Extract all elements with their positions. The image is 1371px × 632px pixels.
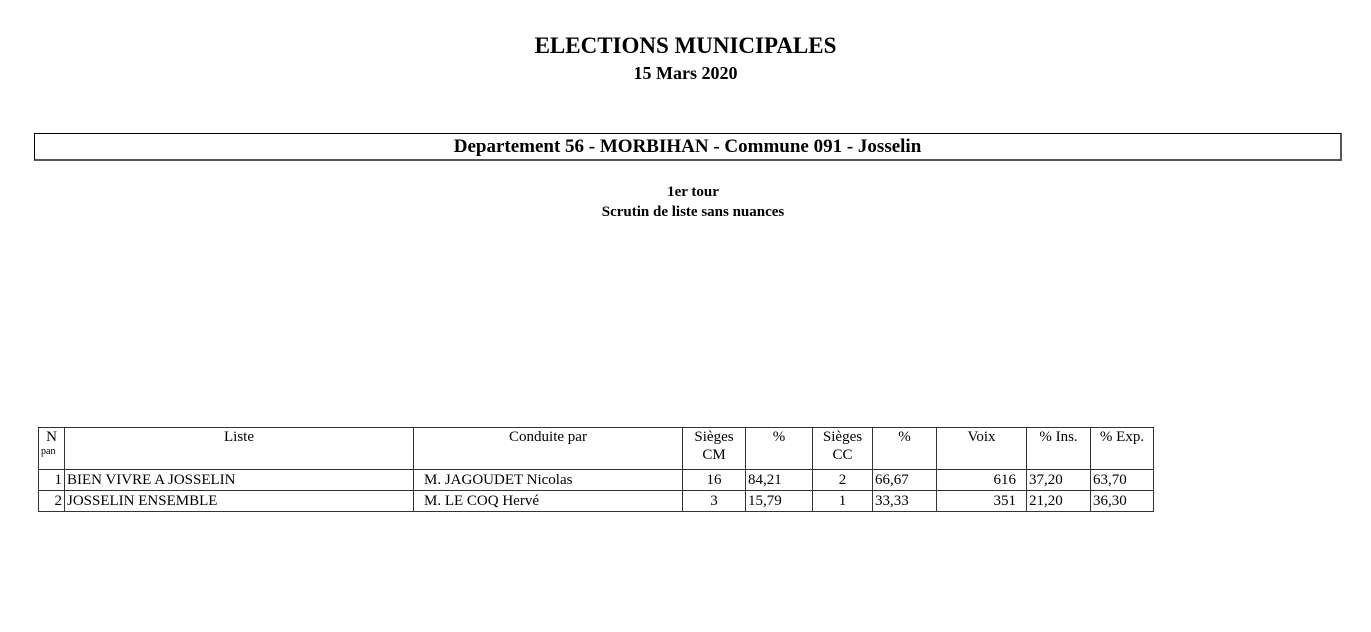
- header-pct-cm: %: [746, 428, 813, 470]
- cell-pct-ins: 37,20: [1027, 470, 1091, 491]
- header-pct-ins: % Ins.: [1027, 428, 1091, 470]
- page-title: ELECTIONS MUNICIPALES: [534, 33, 837, 58]
- cell-sieges-cc: 1: [813, 491, 873, 512]
- header-sieges-cc-line2: CC: [832, 447, 853, 463]
- header-n: N: [46, 429, 57, 445]
- cell-liste: JOSSELIN ENSEMBLE: [65, 491, 414, 512]
- cell-pct-cc: 33,33: [873, 491, 937, 512]
- cell-sieges-cm: 3: [683, 491, 746, 512]
- cell-liste: BIEN VIVRE A JOSSELIN: [65, 470, 414, 491]
- header-pan: pan: [41, 446, 56, 457]
- ballot-type: Scrutin de liste sans nuances: [601, 204, 785, 220]
- cell-n: 2: [39, 491, 65, 512]
- header-pct-exp: % Exp.: [1091, 428, 1154, 470]
- cell-pct-cc: 66,67: [873, 470, 937, 491]
- round-label: 1er tour: [667, 184, 719, 200]
- cell-sieges-cm: 16: [683, 470, 746, 491]
- header-sieges-cc-line1: Sièges: [822, 429, 863, 445]
- location-banner: Departement 56 - MORBIHAN - Commune 091 - Josselin: [34, 133, 1342, 161]
- cell-sieges-cc: 2: [813, 470, 873, 491]
- cell-pct-ins: 21,20: [1027, 491, 1091, 512]
- header-sieges-cm: [683, 428, 746, 470]
- results-table: [38, 427, 1154, 512]
- cell-pct-exp: 63,70: [1091, 470, 1154, 491]
- table-header-row: [39, 428, 1154, 470]
- header-sieges-cm-line1: Sièges: [694, 429, 734, 445]
- cell-pct-exp: 36,30: [1091, 491, 1154, 512]
- header-pct-cc: %: [873, 428, 937, 470]
- table-row: [39, 470, 1154, 491]
- header-voix: Voix: [937, 428, 1027, 470]
- cell-voix: 351: [937, 491, 1027, 512]
- header-sieges-cm-line2: CM: [702, 447, 726, 463]
- cell-n: 1: [39, 470, 65, 491]
- header-sieges-cc: [813, 428, 873, 470]
- cell-conduite: M. LE COQ Hervé: [414, 491, 683, 512]
- cell-conduite: M. JAGOUDET Nicolas: [414, 470, 683, 491]
- header-n-pan: [39, 428, 65, 470]
- cell-pct-cm: 84,21: [746, 470, 813, 491]
- table-row: [39, 491, 1154, 512]
- header-liste: Liste: [65, 428, 414, 470]
- cell-voix: 616: [937, 470, 1027, 491]
- election-date: 15 Mars 2020: [633, 63, 738, 83]
- cell-pct-cm: 15,79: [746, 491, 813, 512]
- header-conduite: Conduite par: [414, 428, 683, 470]
